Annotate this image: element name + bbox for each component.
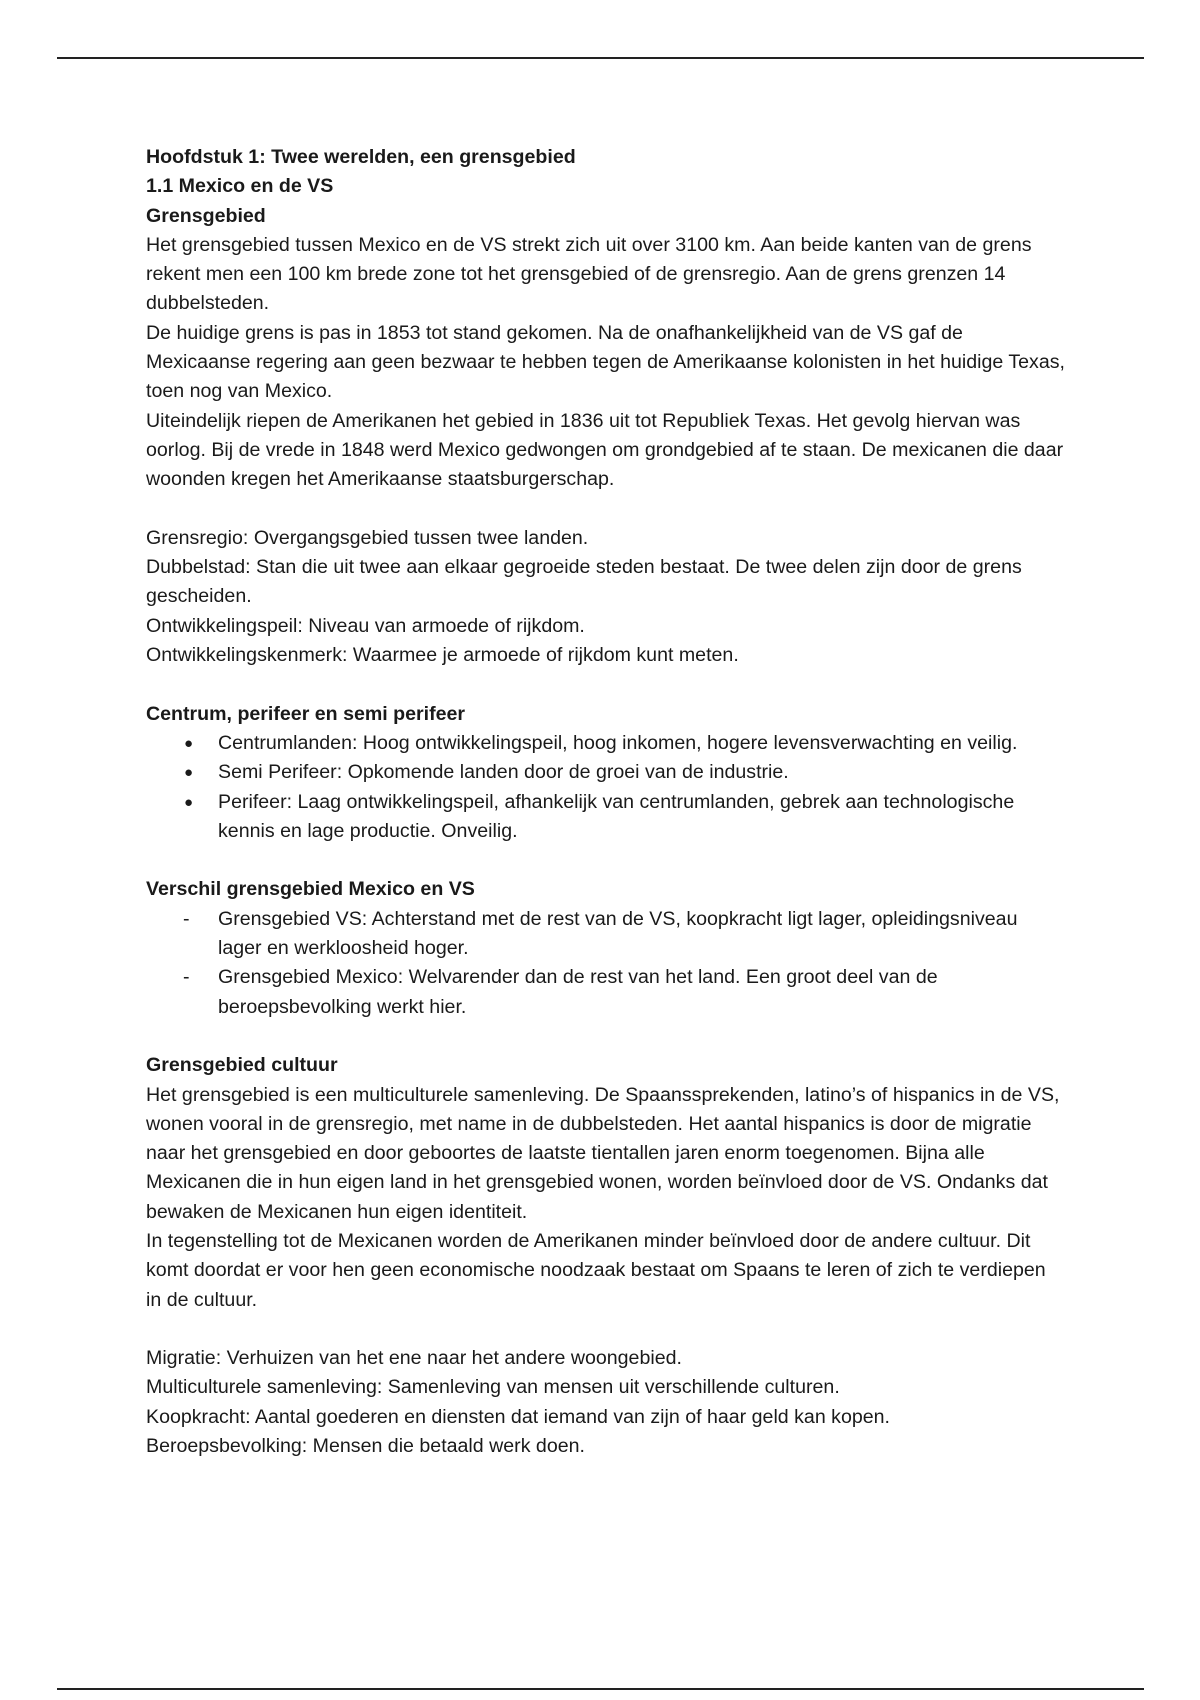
definition: Multiculturele samenleving: Samenleving van mensen uit verschillende culturen. <box>146 1376 840 1399</box>
list-item <box>146 758 1066 787</box>
bullet-icon: ● <box>184 764 194 782</box>
top-rule <box>57 57 1144 59</box>
definition: Dubbelstad: Stan die uit twee aan elkaar gegroeide steden bestaat. De twee delen zijn door de grens gescheiden. <box>146 556 1022 608</box>
list-item-text: Perifeer: Laag ontwikkelingspeil, afhankelijk van centrumlanden, gebrek aan technologische kennis en lage productie. Onveilig. <box>218 790 1015 842</box>
list-item-text: Grensgebied Mexico: Welvarender dan de rest van het land. Een groot deel van de beroepsbevolking werkt hier. <box>218 966 938 1018</box>
heading-centrum: Centrum, perifeer en semi perifeer <box>146 702 466 725</box>
heading-verschil: Verschil grensgebied Mexico en VS <box>146 878 475 901</box>
definition: Ontwikkelingskenmerk: Waarmee je armoede of rijkdom kunt meten. <box>146 644 739 667</box>
list-item <box>146 905 1066 964</box>
list-item <box>146 788 1066 847</box>
definition: Grensregio: Overgangsgebied tussen twee landen. <box>146 526 589 549</box>
list-item-text: Centrumlanden: Hoog ontwikkelingspeil, hoog inkomen, hogere levensverwachting en veilig. <box>218 731 1018 754</box>
definition: Beroepsbevolking: Mensen die betaald werk doen. <box>146 1435 585 1458</box>
paragraph: De huidige grens is pas in 1853 tot stand gekomen. Na de onafhankelijkheid van de VS gaf de Mexicaanse regering aan geen bezwaar te hebben tegen de Amerikaanse kolonisten in het huidige Texas, toen nog van Mexico. <box>146 321 1065 403</box>
spacer <box>146 1315 1066 1344</box>
section-title: 1.1 Mexico en de VS <box>146 175 334 198</box>
bottom-rule <box>57 1688 1144 1690</box>
dash-icon: - <box>183 907 190 930</box>
list-item-text: Semi Perifeer: Opkomende landen door de groei van de industrie. <box>218 761 789 784</box>
definition: Migratie: Verhuizen van het ene naar het andere woongebied. <box>146 1347 682 1370</box>
paragraph: Uiteindelijk riepen de Amerikanen het gebied in 1836 uit tot Republiek Texas. Het gevolg hiervan was oorlog. Bij de vrede in 1848 werd Mexico gedwongen om grondgebied af te staan. De mexicanen die daar woonden kregen het Amerikaanse staatsburgerschap. <box>146 409 1064 491</box>
spacer <box>146 846 1066 875</box>
spacer <box>146 495 1066 524</box>
bullet-icon: ● <box>184 793 194 811</box>
spacer <box>146 670 1066 699</box>
paragraph: Het grensgebied is een multiculturele samenleving. De Spaanssprekenden, latino’s of hispanics in de VS, wonen vooral in de grensregio, met name in de dubbelsteden. Het aantal hispanics is door de migratie naar het grensgebied en door geboortes de laatste tientallen jaren enorm toegenomen. Bijna alle Mexicanen die in hun eigen land in het grensgebied wonen, worden beïnvloed door de VS. Ondanks dat bewaken de Mexicanen hun eigen identiteit. <box>146 1083 1060 1223</box>
list-item <box>146 729 1066 758</box>
paragraph: In tegenstelling tot de Mexicanen worden de Amerikanen minder beïnvloed door de andere cultuur. Dit komt doordat er voor hen geen economische noodzaak bestaat om Spaans te leren of zich te verdiepen in de cultuur. <box>146 1229 1046 1311</box>
spacer <box>146 1022 1066 1051</box>
document-body <box>146 143 1066 1461</box>
definition: Ontwikkelingspeil: Niveau van armoede of rijkdom. <box>146 614 585 637</box>
chapter-title: Hoofdstuk 1: Twee werelden, een grensgebied <box>146 146 576 168</box>
heading-cultuur: Grensgebied cultuur <box>146 1054 338 1077</box>
list-item <box>146 963 1066 1022</box>
definition: Koopkracht: Aantal goederen en diensten dat iemand van zijn of haar geld kan kopen. <box>146 1405 890 1428</box>
bullet-icon: ● <box>184 734 194 752</box>
dash-icon: - <box>183 966 190 989</box>
heading-grensgebied: Grensgebied <box>146 204 266 227</box>
list-item-text: Grensgebied VS: Achterstand met de rest van de VS, koopkracht ligt lager, opleidingsniveau lager en werkloosheid hoger. <box>218 907 1018 960</box>
paragraph: Het grensgebied tussen Mexico en de VS strekt zich uit over 3100 km. Aan beide kanten van de grens rekent men een 100 km brede zone tot het grensgebied of de grensregio. Aan de grens grenzen 14 dubbelsteden. <box>146 233 1032 315</box>
bullet-list <box>146 729 1066 846</box>
dash-list <box>146 905 1066 1022</box>
